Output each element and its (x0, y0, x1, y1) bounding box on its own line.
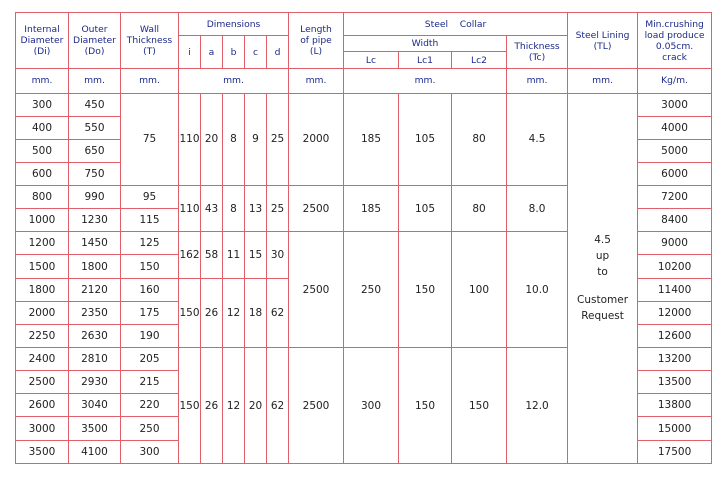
steel-lining-text: up (595, 250, 610, 263)
steel-lining-text: Customer (577, 294, 629, 307)
cell-length: 2000 (289, 93, 344, 186)
cell-t: 215 (121, 371, 179, 394)
cell-t: 190 (121, 324, 179, 347)
steel-lining-text: to (597, 266, 608, 279)
cell-dim-a: 26 (201, 348, 223, 464)
unit-l: mm. (289, 69, 344, 93)
unit-tc: mm. (507, 69, 568, 93)
unit-di: mm. (16, 69, 69, 93)
cell-do: 2120 (69, 278, 121, 301)
header-thickness-tc (507, 36, 568, 69)
cell-do: 2630 (69, 324, 121, 347)
cell-di: 2250 (16, 324, 69, 347)
cell-dim-d: 25 (267, 186, 289, 232)
cell-di: 800 (16, 186, 69, 209)
cell-di: 1500 (16, 255, 69, 278)
header-length-of-pipe (289, 13, 344, 69)
header-text: (Do) (84, 46, 105, 58)
cell-do: 550 (69, 116, 121, 139)
cell-dim-d: 62 (267, 278, 289, 347)
cell-di: 600 (16, 162, 69, 185)
cell-t: 205 (121, 348, 179, 371)
header-steel-lining (568, 13, 638, 69)
cell-dim-a: 43 (201, 186, 223, 232)
cell-dim-d: 30 (267, 232, 289, 278)
cell-dim-c: 15 (245, 232, 267, 278)
cell-dim-b: 8 (223, 93, 245, 186)
cell-t: 160 (121, 278, 179, 301)
header-text: (Tc) (528, 52, 546, 64)
header-dim-d: d (267, 36, 289, 69)
cell-di: 3500 (16, 440, 69, 463)
cell-tc: 10.0 (507, 232, 568, 348)
cell-load: 4000 (638, 116, 712, 139)
header-outer-diameter (69, 13, 121, 69)
cell-di: 1800 (16, 278, 69, 301)
header-text: Thickness (126, 35, 173, 47)
header-text: 0.05cm. (655, 40, 694, 52)
cell-lc: 300 (344, 348, 399, 464)
unit-t: mm. (121, 69, 179, 93)
cell-tc: 4.5 (507, 93, 568, 186)
cell-di: 400 (16, 116, 69, 139)
header-text: (T) (143, 46, 156, 58)
cell-load: 15000 (638, 417, 712, 440)
cell-load: 3000 (638, 93, 712, 116)
header-wall-thickness (121, 13, 179, 69)
cell-dim-b: 12 (223, 348, 245, 464)
cell-lc: 250 (344, 232, 399, 348)
header-lc1: Lc1 (399, 52, 452, 69)
cell-dim-c: 13 (245, 186, 267, 232)
header-dim-b: b (223, 36, 245, 69)
cell-lc1: 105 (399, 93, 452, 186)
header-dim-c: c (245, 36, 267, 69)
cell-dim-b: 8 (223, 186, 245, 232)
cell-load: 10200 (638, 255, 712, 278)
cell-dim-i: 150 (179, 278, 201, 347)
cell-load: 9000 (638, 232, 712, 255)
cell-load: 6000 (638, 162, 712, 185)
header-text: Diameter (20, 35, 64, 47)
cell-di: 500 (16, 139, 69, 162)
cell-t: 250 (121, 417, 179, 440)
cell-lc: 185 (344, 93, 399, 186)
header-text: Wall (139, 24, 160, 36)
cell-lc1: 150 (399, 232, 452, 348)
table-row (16, 93, 712, 116)
header-text: crack (662, 51, 687, 63)
cell-do: 3500 (69, 417, 121, 440)
cell-t: 220 (121, 394, 179, 417)
cell-dim-c: 9 (245, 93, 267, 186)
header-text: of pipe (300, 35, 332, 47)
cell-do: 1230 (69, 209, 121, 232)
cell-dim-i: 110 (179, 93, 201, 186)
cell-load: 13500 (638, 371, 712, 394)
cell-do: 450 (69, 93, 121, 116)
header-text: Diameter (73, 35, 116, 47)
cell-do: 2350 (69, 301, 121, 324)
cell-length: 2500 (289, 186, 344, 232)
cell-di: 2500 (16, 371, 69, 394)
header-text: Steel Lining (575, 29, 630, 41)
cell-di: 2400 (16, 348, 69, 371)
cell-di: 3000 (16, 417, 69, 440)
cell-lc2: 100 (452, 232, 507, 348)
cell-load: 5000 (638, 139, 712, 162)
pipe-spec-table (15, 12, 712, 464)
unit-load: Kg/m. (638, 69, 712, 93)
header-text: Thickness (514, 41, 560, 53)
steel-lining-text: 4.5 (594, 234, 611, 247)
cell-steel-lining (568, 93, 638, 464)
header-text: (Di) (33, 46, 51, 58)
cell-di: 1000 (16, 209, 69, 232)
header-internal-diameter (16, 13, 69, 69)
cell-lc1: 150 (399, 348, 452, 464)
unit-dims: mm. (179, 69, 289, 93)
cell-t: 75 (121, 93, 179, 186)
cell-load: 12000 (638, 301, 712, 324)
cell-load: 11400 (638, 278, 712, 301)
cell-t: 300 (121, 440, 179, 463)
cell-t: 125 (121, 232, 179, 255)
steel-lining-text: Request (581, 310, 624, 323)
cell-load: 7200 (638, 186, 712, 209)
cell-di: 1200 (16, 232, 69, 255)
cell-dim-i: 110 (179, 186, 201, 232)
header-text: Length (300, 24, 332, 36)
cell-length: 2500 (289, 348, 344, 464)
cell-do: 4100 (69, 440, 121, 463)
unit-tl: mm. (568, 69, 638, 93)
cell-load: 8400 (638, 209, 712, 232)
cell-load: 13800 (638, 394, 712, 417)
cell-load: 17500 (638, 440, 712, 463)
cell-do: 990 (69, 186, 121, 209)
cell-dim-b: 11 (223, 232, 245, 278)
cell-dim-a: 20 (201, 93, 223, 186)
cell-lc2: 80 (452, 93, 507, 186)
header-text: Outer (81, 24, 108, 36)
cell-dim-d: 62 (267, 348, 289, 464)
header-text: (TL) (593, 40, 612, 52)
cell-t: 115 (121, 209, 179, 232)
header-dim-a: a (201, 36, 223, 69)
header-dimensions: Dimensions (179, 13, 289, 36)
cell-t: 150 (121, 255, 179, 278)
header-dim-i: i (179, 36, 201, 69)
cell-lc: 185 (344, 186, 399, 232)
cell-dim-i: 162 (179, 232, 201, 278)
cell-t: 95 (121, 186, 179, 209)
header-text: Min.crushing (645, 18, 704, 30)
steel-lining-text (568, 280, 637, 292)
cell-do: 3040 (69, 394, 121, 417)
cell-di: 300 (16, 93, 69, 116)
cell-length: 2500 (289, 232, 344, 348)
cell-dim-b: 12 (223, 278, 245, 347)
cell-tc: 8.0 (507, 186, 568, 232)
cell-tc: 12.0 (507, 348, 568, 464)
cell-dim-c: 20 (245, 348, 267, 464)
cell-lc1: 105 (399, 186, 452, 232)
cell-load: 13200 (638, 348, 712, 371)
cell-do: 2810 (69, 348, 121, 371)
unit-width: mm. (344, 69, 507, 93)
cell-lc2: 80 (452, 186, 507, 232)
header-width: Width (344, 36, 507, 52)
cell-dim-a: 58 (201, 232, 223, 278)
header-steel-collar: Steel Collar (344, 13, 568, 36)
cell-di: 2600 (16, 394, 69, 417)
cell-do: 750 (69, 162, 121, 185)
cell-do: 650 (69, 139, 121, 162)
cell-t: 175 (121, 301, 179, 324)
cell-do: 2930 (69, 371, 121, 394)
cell-do: 1450 (69, 232, 121, 255)
cell-dim-d: 25 (267, 93, 289, 186)
cell-dim-c: 18 (245, 278, 267, 347)
cell-di: 2000 (16, 301, 69, 324)
unit-do: mm. (69, 69, 121, 93)
header-lc: Lc (344, 52, 399, 69)
header-text: load produce (644, 29, 705, 41)
cell-lc2: 150 (452, 348, 507, 464)
cell-dim-a: 26 (201, 278, 223, 347)
header-text: Internal (24, 24, 60, 36)
header-min-crushing-load (638, 13, 712, 69)
cell-do: 1800 (69, 255, 121, 278)
header-text: (L) (309, 46, 323, 58)
cell-load: 12600 (638, 324, 712, 347)
cell-dim-i: 150 (179, 348, 201, 464)
header-lc2: Lc2 (452, 52, 507, 69)
